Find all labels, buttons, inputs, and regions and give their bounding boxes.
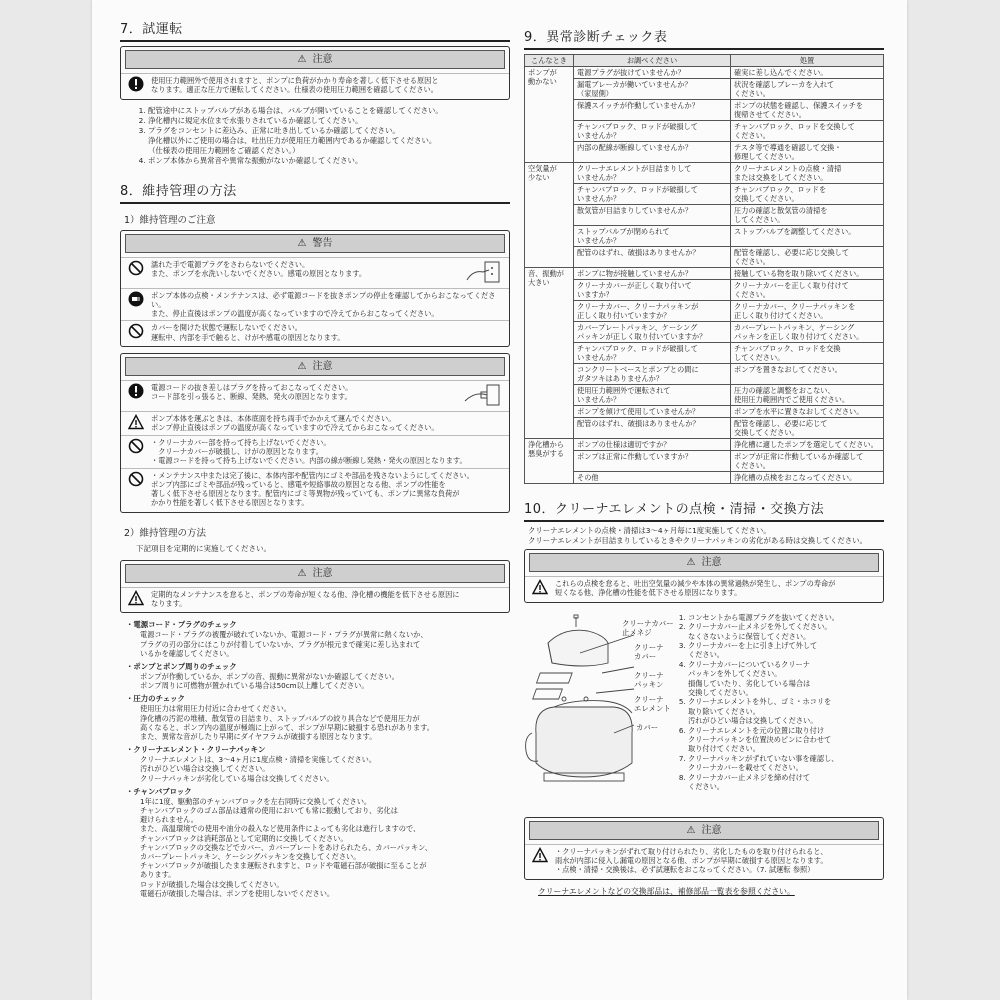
caution-row bbox=[121, 411, 509, 435]
check-cell: クリーナカバーが正しく取り付いて いますか？ bbox=[574, 280, 731, 301]
check-cell: コンクリートベースとポンプとの間に ガタツキはありませんか？ bbox=[574, 364, 731, 385]
maintenance-item-body: 使用圧力は常用圧力付近に合わせてください。 浄化槽の汚泥の堆積、散気管の目詰まり、ストップバルブの絞り具合などで使用圧力が 高くなると、ポンプ内の温度が極端に上がって、ポンプが早期に破損する恐れがあります。 また、異常な音がしたり早期にダイヤフラムが破損する原因となります。 bbox=[140, 704, 434, 741]
warning-row bbox=[121, 288, 509, 321]
sec8-sub2-note: 下記項目を定期的に実施してください。 bbox=[136, 543, 271, 553]
caution-triangle-icon bbox=[531, 847, 549, 863]
check-cell: 配管のはずれ、破損はありませんか？ bbox=[574, 418, 731, 439]
label-cleaner-packing: クリーナ パッキン bbox=[634, 670, 664, 689]
diagnosis-row bbox=[525, 385, 884, 406]
sec7-caution-header bbox=[125, 50, 505, 69]
maintenance-items bbox=[126, 619, 510, 898]
caution-text: 電源コードの抜き差しはプラグを持っておこなってください。 コード部を引っ張ると、断線、発熱、発火の原因となります。 bbox=[151, 383, 353, 402]
caution2-text: 定期的なメンテナンスを怠ると、ポンプの寿命が短くなる他、浄化槽の機能を低下させる原因に なります。 bbox=[151, 589, 460, 609]
diagnosis-row bbox=[525, 268, 884, 280]
sec8-sub1: 1）維持管理のご注意 bbox=[124, 214, 216, 226]
action-cell: ポンプが正常に作動しているか確認して ください。 bbox=[731, 451, 884, 472]
check-cell: 内部の配線が断線していませんか？ bbox=[574, 142, 731, 163]
diagnosis-row bbox=[525, 439, 884, 451]
sec8-warning-box bbox=[120, 230, 510, 347]
diagnosis-row bbox=[525, 184, 884, 205]
action-cell: 配管を確認し、必要に応じ交換して ください。 bbox=[731, 247, 884, 268]
warning-triangle-icon: ⚠ bbox=[686, 824, 696, 836]
warning-row bbox=[121, 257, 509, 288]
caution2-row bbox=[121, 587, 509, 611]
prohibited-icon bbox=[127, 438, 145, 454]
maintenance-item-title: ・圧力のチェック bbox=[126, 694, 185, 704]
caution-text: ・クリーナカバー部を持って持ち上げないでください。 クリーナカバーが破損し、けがの原因となります。 ・電源コードを持って持ち上げないでください。内部の線が断線し発熱・発火の原因となります。 bbox=[151, 437, 467, 466]
diagnosis-row bbox=[525, 406, 884, 418]
cleaner-steps bbox=[674, 613, 889, 792]
mandatory-action-icon bbox=[127, 76, 145, 92]
action-cell: ポンプの状態を確認し、保護スイッチを 復帰させてください。 bbox=[731, 100, 884, 121]
maintenance-item-body: 1年に1度、駆動部のチャンバブロックを左右同時に交換してください。 チャンバブロックのゴム部品は通常の使用においても常に振動しており、劣化は 避けられません。 また、高温環境での使用や油分の殺入など使用条件によっても劣化は進行しますので、 チャンバブロックは消耗部品として定期的に交換してください。 チャンバブロックの交換などでカバー、カバープレートをあけられたら、カバーパッキン、 カバープレートパッキン、ケーシングパッキンを交換してください。 チャンバブロックが破損したまま運転されますと、ロッドや電磁石部が破損に至ることが あります。 ロッドが破損した場合は交換してください。 電磁石が破損した場合は、ポンプを使用しないでください。 bbox=[140, 796, 432, 898]
action-cell: クリーナエレメントの点検・清掃 または交換をしてください。 bbox=[731, 163, 884, 184]
unplug-icon bbox=[127, 291, 145, 307]
action-cell: テスタ等で導通を確認して交換・ 修理してください。 bbox=[731, 142, 884, 163]
diagnosis-row bbox=[525, 79, 884, 100]
warning-triangle-icon: ⚠ bbox=[297, 237, 307, 249]
warning-label: 警告 bbox=[312, 237, 333, 249]
section-7-title: 7．試運転 bbox=[120, 18, 510, 42]
wet-hand-plug-illustration-icon bbox=[463, 260, 503, 286]
caution-label: 注意 bbox=[312, 54, 333, 65]
warning-text: 濡れた手で電源プラグをさわらないでください。 また、ポンプを水洗いしないでください。感電の原因となります。 bbox=[151, 259, 367, 278]
maintenance-item-title: ・クリーナエレメント・クリーナパッキン bbox=[126, 745, 266, 755]
diagnosis-row bbox=[525, 472, 884, 484]
check-cell: カバープレートパッキン、ケーシング パッキンが正しく取り付いていますか？ bbox=[574, 322, 731, 343]
warning-text: ポンプ本体の点検・メンテナンスは、必ず電源コードを抜きポンプの停止を確認してからおこなってください。 また、停止直後はポンプの温度が高くなっていますので冷えてからおこなってください。 bbox=[151, 290, 496, 319]
diagnosis-row bbox=[525, 121, 884, 142]
symptom-cell: 音、振動が 大きい bbox=[525, 268, 574, 439]
label-cleaner-cover: クリーナ カバー bbox=[634, 642, 664, 661]
action-cell: 確実に差し込んでください。 bbox=[731, 67, 884, 79]
maintenance-item-title: ・ポンプとポンプ周りのチェック bbox=[126, 661, 237, 671]
action-cell: 接触している物を取り除いてください。 bbox=[731, 268, 884, 280]
sec10-intro: クリーナエレメントの点検・清掃は3～4ヶ月毎に1度実施してください。 クリーナエレメントが目詰まりしているときやクリーナパッキンの劣化がある時は交換してください。 bbox=[528, 526, 867, 545]
caution-text: ポンプ本体を運ぶときは、本体底面を持ち両手でかかえて運んでください。 ポンプ停止直後はポンプの温度が高くなっていますので冷えてからおこなってください。 bbox=[151, 414, 439, 433]
sec10-caution-text: これらの点検を怠ると、吐出空気量の減少や本体の異常過熱が発生し、ポンプの寿命が 短くなる他、浄化槽の性能を低下させる原因になります。 bbox=[555, 579, 836, 598]
cleaner-step: 4. クリーナカバーについているクリーナ パッキンを外してください。 損傷していたり、劣化している場合は 交換してください。 bbox=[688, 660, 889, 698]
warning-triangle-icon: ⚠ bbox=[686, 557, 696, 569]
action-cell: 配管を確認し、必要に応じて 交換してください。 bbox=[731, 418, 884, 439]
diagnosis-row bbox=[525, 301, 884, 322]
symptom-cell: 浄化槽から 悪臭がする bbox=[525, 439, 574, 484]
label-cover: カバー bbox=[636, 722, 659, 732]
sec10-caution2-row bbox=[525, 844, 883, 877]
label-cleaner-cover-screw: クリーナカバー 止メネジ bbox=[622, 618, 674, 637]
sec10-caution2-header bbox=[529, 821, 879, 840]
check-cell: ポンプの仕様は適切ですか？ bbox=[574, 439, 731, 451]
sec10-footer-note: クリーナエレメントなどの交換部品は、補修部品一覧表を参照ください。 bbox=[538, 886, 795, 896]
diagnosis-row bbox=[525, 451, 884, 472]
action-cell: ポンプを水平に置きなおしてください。 bbox=[731, 406, 884, 418]
action-cell: 浄化槽に適したポンプを選定してください。 bbox=[731, 439, 884, 451]
maintenance-item-body: クリーナエレメントは、3～4ヶ月に1度点検・清掃を実施してください。 汚れがひどい場合は交換してください。 クリーナパッキンが劣化している場合は交換してください。 bbox=[140, 755, 377, 783]
mandatory-action-icon bbox=[127, 383, 145, 399]
warning-triangle-icon: ⚠ bbox=[297, 361, 307, 373]
action-cell: クリーナカバー、クリーナパッキンを 正しく取り付けてください。 bbox=[731, 301, 884, 322]
sec7-step: 4. ポンプ本体から異常音や異常な振動がないか確認してください。 bbox=[148, 156, 510, 166]
action-cell: チャンバブロック、ロッドを交換 してください。 bbox=[731, 343, 884, 364]
warning-text: カバーを開けた状態で運転しないでください。 運転中、内部を手で触ると、けがや感電の原因となります。 bbox=[151, 323, 345, 342]
cleaner-step: 3. クリーナカバーを上に引き上げて外して ください。 bbox=[688, 641, 889, 660]
sec7-step: 3. プラグをコンセントに差込み、正常に吐き出しているか確認してください。 浄化槽以外にご使用の場合は、吐出圧力が使用圧力範囲内であるか確認してください。 （仕様表の使用圧力範囲をご確認ください。） bbox=[148, 126, 510, 156]
symptom-cell: ポンプが 動かない bbox=[525, 67, 574, 163]
action-cell: カバープレートパッキン、ケーシング パッキンを正しく取り付けてください。 bbox=[731, 322, 884, 343]
sec10-caution-box bbox=[524, 549, 884, 603]
check-cell: ポンプは正常に作動していますか？ bbox=[574, 451, 731, 472]
left-column bbox=[120, 18, 510, 898]
action-cell: 圧力の確認と調整をおこない、 使用圧力範囲内でご使用ください。 bbox=[731, 385, 884, 406]
diagnosis-row bbox=[525, 163, 884, 184]
section-9-title: 9．異常診断チェック表 bbox=[524, 26, 884, 50]
sec8-caution-box bbox=[120, 353, 510, 513]
maintenance-item-body: 電源コード・プラグの被覆が破れていないか、電源コード・プラグが異常に熱くないか、 プラグの刃の部分にほこりが付着していないか、プラグが根元まで確実に差し込まれて いるかを確認してください。 bbox=[140, 630, 428, 658]
cleaner-step: 6. クリーナエレメントを元の位置に取り付け クリーナパッキンを位置決めピンに合わせて 取り付けてください。 bbox=[688, 726, 889, 754]
diagnosis-row bbox=[525, 226, 884, 247]
header-check: お調べください bbox=[574, 55, 731, 67]
maintenance-item-title: ・電源コード・プラグのチェック bbox=[126, 620, 237, 630]
sec8-sub2: 2）維持管理の方法 bbox=[124, 527, 207, 539]
check-cell: クリーナエレメントが目詰まりして いませんか？ bbox=[574, 163, 731, 184]
check-cell: ポンプに物が接触していませんか？ bbox=[574, 268, 731, 280]
maintenance-item-title: ・チャンバブロック bbox=[126, 786, 192, 796]
symptom-cell: 空気量が 少ない bbox=[525, 163, 574, 268]
sec7-step: 2. 浄化槽内に規定水位まで水張りされているか確認してください。 bbox=[148, 116, 510, 126]
cleaner-step: 2. クリーナカバー止メネジを外してください。 なくさないように保管してください。 bbox=[688, 622, 889, 641]
sec8-warning-header bbox=[125, 234, 505, 253]
check-cell: 保護スイッチが作動していませんか？ bbox=[574, 100, 731, 121]
hold-plug-illustration-icon bbox=[463, 383, 503, 409]
diagnosis-row bbox=[525, 280, 884, 301]
sec7-caution-box bbox=[120, 46, 510, 100]
caution-label: 注意 bbox=[701, 824, 722, 836]
label-cleaner-element: クリーナ エレメント bbox=[634, 694, 671, 713]
check-cell: チャンバブロック、ロッドが破損して いませんか？ bbox=[574, 343, 731, 364]
check-cell: ポンプを傾けて使用していませんか？ bbox=[574, 406, 731, 418]
action-cell: 状況を確認しブレーカを入れて ください。 bbox=[731, 79, 884, 100]
sec10-caution2-item: ・点検・清掃・交換後は、必ず試運転をおこなってください。（7. 試運転 参照） bbox=[555, 865, 815, 875]
cleaner-step: 7. クリーナパッキンがずれていない事を確認し、 クリーナカバーを載せてください。 bbox=[688, 754, 889, 773]
prohibited-icon bbox=[127, 260, 145, 276]
action-cell: 浄化槽の点検をおこなってください。 bbox=[731, 472, 884, 484]
cleaner-step: 1. コンセントから電源プラグを抜いてください。 bbox=[688, 613, 889, 622]
manual-page bbox=[92, 0, 907, 1000]
diagnosis-row bbox=[525, 322, 884, 343]
section-10-title: 10．クリーナエレメントの点検・清掃・交換方法 bbox=[524, 498, 884, 522]
prohibited-icon bbox=[127, 323, 145, 339]
check-cell: 使用圧力範囲外で運転されて いませんか？ bbox=[574, 385, 731, 406]
sec10-caution-header bbox=[529, 553, 879, 572]
warning-triangle-icon: ⚠ bbox=[297, 54, 307, 65]
action-cell: ポンプを置きなおしてください。 bbox=[731, 364, 884, 385]
sec7-caution-text: 使用圧力範囲外で使用されますと、ポンプに負荷がかかり寿命を著しく低下させる原因と なります。適正な圧力で運転してください。仕様表の使用圧力範囲を確認してください。 bbox=[151, 76, 439, 95]
diagnosis-row bbox=[525, 100, 884, 121]
check-cell: 散気管が目詰まりしていませんか？ bbox=[574, 205, 731, 226]
caution-label: 注意 bbox=[312, 361, 333, 373]
sec8-caution2-header bbox=[125, 564, 505, 583]
check-cell: その他 bbox=[574, 472, 731, 484]
check-cell: 配管のはずれ、破損はありませんか？ bbox=[574, 247, 731, 268]
warning-row bbox=[121, 320, 509, 344]
sec8-caution2-box bbox=[120, 560, 510, 614]
caution-triangle-icon bbox=[531, 579, 549, 595]
caution-label: 注意 bbox=[701, 557, 722, 569]
caution-row bbox=[121, 468, 509, 510]
sec10-caution-row bbox=[525, 576, 883, 600]
action-cell: チャンバブロック、ロッドを交換して ください。 bbox=[731, 121, 884, 142]
header-action: 処置 bbox=[731, 55, 884, 67]
caution-row bbox=[121, 380, 509, 411]
diagnosis-row bbox=[525, 205, 884, 226]
sec8-caution-header bbox=[125, 357, 505, 376]
sec7-steps bbox=[120, 106, 510, 166]
section-8-title: 8．維持管理の方法 bbox=[120, 180, 510, 204]
sec10-caution2-box bbox=[524, 817, 884, 880]
cleaner-step: 8. クリーナカバー止メネジを締め付けて ください。 bbox=[688, 773, 889, 792]
cleaner-figure bbox=[524, 613, 884, 813]
diagnosis-row bbox=[525, 343, 884, 364]
diagnosis-row bbox=[525, 67, 884, 79]
diagnosis-header-row bbox=[525, 55, 884, 67]
caution-row bbox=[121, 435, 509, 468]
warning-triangle-icon: ⚠ bbox=[297, 567, 307, 579]
check-cell: チャンバブロック、ロッドが破損して いませんか？ bbox=[574, 121, 731, 142]
action-cell: 圧力の確認と散気管の清掃を してください。 bbox=[731, 205, 884, 226]
diagnosis-table bbox=[524, 54, 884, 484]
action-cell: クリーナカバーを正しく取り付けて ください。 bbox=[731, 280, 884, 301]
cleaner-step: 5. クリーナエレメントを外し、ゴミ・ホコリを 取り除いてください。 汚れがひどい場合は交換してください。 bbox=[688, 697, 889, 725]
header-symptom: こんなとき bbox=[525, 55, 574, 67]
check-cell: 漏電ブレーカが働いていませんか？ （家屋側） bbox=[574, 79, 731, 100]
diagnosis-row bbox=[525, 142, 884, 163]
check-cell: チャンバブロック、ロッドが破損して いませんか？ bbox=[574, 184, 731, 205]
check-cell: ストップバルブが閉められて いませんか？ bbox=[574, 226, 731, 247]
diagnosis-row bbox=[525, 418, 884, 439]
sec7-step: 1. 配管途中にストップバルブがある場合は、バルブが開いていることを確認してください。 bbox=[148, 106, 510, 116]
diagnosis-row bbox=[525, 247, 884, 268]
caution-triangle-icon bbox=[127, 414, 145, 430]
maintenance-item-body: ポンプが作動しているか、ポンプの音、振動に異常がないか確認してください。 ポンプ周りに可燃物が置かれている場合は50cm以上離してください。 bbox=[140, 671, 399, 691]
diagnosis-row bbox=[525, 364, 884, 385]
caution-text: ・メンテナンス中または完了後に、本体内部や配管内にゴミや部品を残さないようにしてください。 ポンプ内部にゴミや部品が残っていると、感電や短絡事故の原因となる他、ポンプの性能を 著しく低下させる原因となります。配管内にゴミ等異物が残っていても、ポンプに異常な負荷が かかり性能を著しく低下させる原因となります。 bbox=[151, 470, 474, 508]
right-column bbox=[524, 26, 884, 897]
caution-label: 注意 bbox=[312, 567, 333, 579]
action-cell: ストップバルブを調整してください。 bbox=[731, 226, 884, 247]
prohibited-icon bbox=[127, 471, 145, 487]
sec10-caution2-texts bbox=[555, 847, 877, 875]
caution-triangle-icon bbox=[127, 590, 145, 606]
action-cell: チャンバブロック、ロッドを 交換してください。 bbox=[731, 184, 884, 205]
check-cell: 電源プラグが抜けていませんか？ bbox=[574, 67, 731, 79]
sec10-caution2-item: ・クリーナパッキンがずれて取り付けられたり、劣化したものを取り付けられると、 雨水が内部に侵入し漏電の原因となる他、ポンプが早期に破損する原因となります。 bbox=[555, 846, 828, 866]
sec7-caution-row bbox=[121, 73, 509, 97]
check-cell: クリーナカバー、クリーナパッキンが 正しく取り付いていますか？ bbox=[574, 301, 731, 322]
